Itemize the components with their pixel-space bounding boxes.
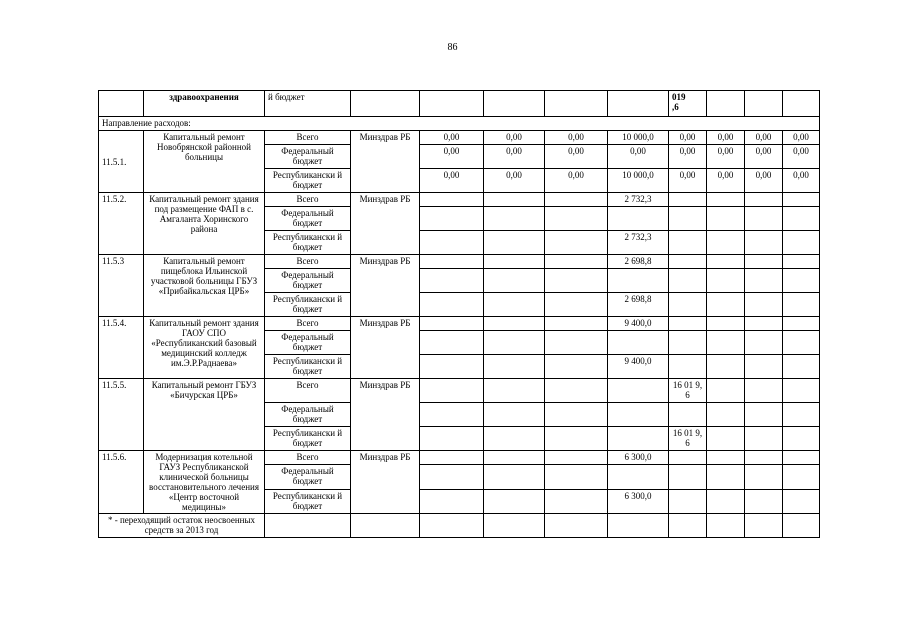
value-cell: 0,00 — [669, 145, 707, 169]
page-number: 86 — [447, 42, 458, 53]
value-cell — [484, 269, 545, 293]
value-cell — [707, 514, 745, 538]
value-cell — [707, 451, 745, 465]
executor-cell: Минздрав РБ — [351, 255, 420, 317]
value-cell — [783, 355, 820, 379]
value-cell — [484, 193, 545, 207]
value-cell: 10 000,0 — [608, 131, 669, 145]
value-cell — [669, 465, 707, 489]
value-cell: 2 732,3 — [608, 231, 669, 255]
value-cell — [783, 514, 820, 538]
value-cell — [420, 269, 484, 293]
value-cell: 0,00 — [745, 131, 783, 145]
value-cell — [745, 231, 783, 255]
value-cell: 0,00 — [420, 145, 484, 169]
table-row — [99, 514, 820, 538]
value-cell — [669, 355, 707, 379]
value-cell: 0,00 — [545, 145, 608, 169]
value-cell — [745, 91, 783, 117]
value-cell — [707, 331, 745, 355]
value-cell — [420, 193, 484, 207]
executor-cell: Минздрав РБ — [351, 193, 420, 255]
value-cell: 2 698,8 — [608, 255, 669, 269]
value-cell — [745, 193, 783, 207]
value-cell — [783, 451, 820, 465]
value-cell — [484, 255, 545, 269]
value-cell — [707, 427, 745, 451]
value-cell — [484, 293, 545, 317]
value-cell — [484, 207, 545, 231]
value-cell: 16 01 9,6 — [669, 427, 707, 451]
value-cell — [484, 427, 545, 451]
value-cell: 6 300,0 — [608, 489, 669, 513]
value-cell: 10 000,0 — [608, 169, 669, 193]
value-cell: 0,00 — [420, 169, 484, 193]
value-cell — [545, 451, 608, 465]
value-cell — [745, 293, 783, 317]
item-name: Капитальный ремонт здания под размещение ФАП в с. Амгаланта Хоринского района — [144, 193, 265, 255]
value-cell — [608, 514, 669, 538]
value-cell — [420, 379, 484, 403]
source-cell: Республикански й бюджет — [265, 231, 351, 255]
value-cell — [608, 379, 669, 403]
value-cell — [545, 379, 608, 403]
value-cell — [707, 193, 745, 207]
value-cell: 16 01 9,6 — [669, 379, 707, 403]
value-cell: 0,00 — [484, 169, 545, 193]
value-cell: 0,00 — [545, 169, 608, 193]
num-cell — [99, 91, 144, 117]
item-number: 11.5.4. — [99, 317, 144, 379]
value-cell — [707, 269, 745, 293]
value-cell — [783, 231, 820, 255]
value-cell — [484, 355, 545, 379]
value-cell — [783, 193, 820, 207]
value-cell — [783, 91, 820, 117]
value-cell — [669, 269, 707, 293]
value-cell — [484, 514, 545, 538]
table-row — [99, 379, 820, 403]
item-name: Капитальный ремонт ГБУЗ «Бичурская ЦРБ» — [144, 379, 265, 451]
value-cell — [545, 331, 608, 355]
value-cell — [745, 427, 783, 451]
value-cell — [783, 207, 820, 231]
value-cell — [783, 489, 820, 513]
source-cell: Федеральный бюджет — [265, 465, 351, 489]
value-cell — [420, 451, 484, 465]
value-cell — [783, 255, 820, 269]
value-cell — [545, 193, 608, 207]
source-cell: Федеральный бюджет — [265, 269, 351, 293]
table-row — [99, 117, 820, 131]
value-cell — [608, 269, 669, 293]
value-cell — [707, 465, 745, 489]
value-cell: 0,00 — [484, 145, 545, 169]
value-cell — [608, 91, 669, 117]
value-cell: 0,00 — [707, 145, 745, 169]
item-name: Капитальный ремонт Новобрянской районной больницы — [144, 131, 265, 193]
footnote: * - переходящий остаток неосвоенных средств за 2013 год — [99, 514, 265, 538]
value-cell — [745, 451, 783, 465]
value-cell — [545, 403, 608, 427]
table-row — [99, 131, 820, 145]
value-cell — [484, 317, 545, 331]
value-cell — [745, 379, 783, 403]
value-cell — [745, 355, 783, 379]
item-number: 11.5.6. — [99, 451, 144, 514]
value-cell — [783, 403, 820, 427]
value-cell — [707, 355, 745, 379]
value-cell: 0,00 — [745, 145, 783, 169]
source-cell: Всего — [265, 317, 351, 331]
value-cell — [420, 293, 484, 317]
item-number: 11.5.1. — [99, 131, 144, 193]
value-cell — [484, 91, 545, 117]
value-cell: 0,00 — [545, 131, 608, 145]
value-cell: 0,00 — [783, 145, 820, 169]
value-cell — [265, 514, 351, 538]
value-cell: 0,00 — [745, 169, 783, 193]
budget-table — [98, 90, 820, 538]
value-cell — [745, 255, 783, 269]
value-cell: 6 300,0 — [608, 451, 669, 465]
direction-label: Направление расходов: — [99, 117, 820, 131]
value-cell — [420, 465, 484, 489]
executor-cell: Минздрав РБ — [351, 451, 420, 514]
value-cell — [608, 427, 669, 451]
item-number: 11.5.5. — [99, 379, 144, 451]
source-cell: Федеральный бюджет — [265, 331, 351, 355]
item-name: Капитальный ремонт пищеблока Ильинской участковой больницы ГБУЗ «Прибайкальская ЦРБ» — [144, 255, 265, 317]
value-cell — [545, 465, 608, 489]
value-cell — [420, 231, 484, 255]
value-cell — [669, 489, 707, 513]
value-cell — [545, 231, 608, 255]
source-cell: Федеральный бюджет — [265, 145, 351, 169]
value-cell — [745, 403, 783, 427]
value-cell — [669, 514, 707, 538]
source-cell: Всего — [265, 255, 351, 269]
value-cell — [783, 427, 820, 451]
source-cell: Всего — [265, 379, 351, 403]
source-cell: Республикански й бюджет — [265, 169, 351, 193]
value-cell — [669, 193, 707, 207]
value-cell — [484, 331, 545, 355]
value-cell — [608, 403, 669, 427]
table-row — [99, 317, 820, 331]
value-cell: 2 698,8 — [608, 293, 669, 317]
value-cell: 0,00 — [707, 169, 745, 193]
value-cell — [545, 91, 608, 117]
value-cell — [608, 331, 669, 355]
value-cell — [420, 489, 484, 513]
value-cell — [669, 231, 707, 255]
value-cell — [707, 293, 745, 317]
value-cell — [707, 403, 745, 427]
value-cell — [707, 231, 745, 255]
value-cell: 0,00 — [669, 169, 707, 193]
value-cell — [545, 269, 608, 293]
value-cell — [707, 207, 745, 231]
source-cell: Республикански й бюджет — [265, 427, 351, 451]
value-cell — [545, 355, 608, 379]
value-cell — [745, 514, 783, 538]
value-cell — [669, 317, 707, 331]
value-cell — [669, 207, 707, 231]
executor-cell: Минздрав РБ — [351, 131, 420, 193]
value-cell: 0,00 — [669, 131, 707, 145]
value-cell — [783, 269, 820, 293]
value-cell — [745, 489, 783, 513]
value-cell — [484, 465, 545, 489]
value-cell — [707, 91, 745, 117]
value-cell — [783, 293, 820, 317]
value-cell — [484, 379, 545, 403]
value-cell: 0,00 — [420, 131, 484, 145]
executor-cell: Минздрав РБ — [351, 317, 420, 379]
value-cell — [608, 465, 669, 489]
source-cell: Всего — [265, 451, 351, 465]
value-cell — [484, 231, 545, 255]
value-cell — [420, 255, 484, 269]
item-name: Модернизация котельной ГАУЗ Республиканской клинической больницы восстановительного лечения «Центр восточной медицины» — [144, 451, 265, 514]
source-cell: Республикански й бюджет — [265, 489, 351, 513]
value-cell: 9 400,0 — [608, 317, 669, 331]
table-row — [99, 193, 820, 207]
row-name-cell: здравоохранения — [144, 91, 265, 117]
value-cell: 0,00 — [707, 131, 745, 145]
value-cell — [783, 465, 820, 489]
value-cell — [545, 255, 608, 269]
value-cell: 9 400,0 — [608, 355, 669, 379]
source-cell: Федеральный бюджет — [265, 207, 351, 231]
value-cell — [783, 331, 820, 355]
value-cell — [420, 514, 484, 538]
source-cell: Республикански й бюджет — [265, 355, 351, 379]
value-cell — [351, 514, 420, 538]
item-number: 11.5.2. — [99, 193, 144, 255]
source-cell: Всего — [265, 131, 351, 145]
value-cell: 2 732,3 — [608, 193, 669, 207]
executor-cell: Минздрав РБ — [351, 379, 420, 451]
source-cell: Республикански й бюджет — [265, 293, 351, 317]
value-cell — [484, 403, 545, 427]
value-cell — [545, 317, 608, 331]
value-cell — [783, 379, 820, 403]
value-cell — [745, 207, 783, 231]
value-cell — [669, 255, 707, 269]
value-cell — [745, 331, 783, 355]
value-cell — [484, 489, 545, 513]
table-row — [99, 91, 820, 117]
value-cell — [420, 91, 484, 117]
value-cell — [420, 331, 484, 355]
value-cell — [420, 207, 484, 231]
value-cell — [545, 489, 608, 513]
value-cell — [707, 317, 745, 331]
value-cell — [669, 331, 707, 355]
value-cell — [351, 91, 420, 117]
value-cell — [707, 255, 745, 269]
value-cell — [420, 317, 484, 331]
table-row — [99, 451, 820, 465]
value-cell — [420, 403, 484, 427]
value-cell: 0,00 — [608, 145, 669, 169]
item-name: Капитальный ремонт здания ГАОУ СПО «Республиканский базовый медицинский колледж им.Э.Р.Раднаева» — [144, 317, 265, 379]
value-cell — [669, 451, 707, 465]
value-cell — [745, 269, 783, 293]
value-cell — [420, 355, 484, 379]
value-cell — [420, 427, 484, 451]
value-cell: 0,00 — [484, 131, 545, 145]
value-cell: 0,00 — [783, 131, 820, 145]
value-cell — [783, 317, 820, 331]
value-cell — [545, 427, 608, 451]
table-row — [99, 255, 820, 269]
value-cell — [707, 379, 745, 403]
value-cell — [745, 317, 783, 331]
value-cell — [669, 293, 707, 317]
value-cell — [707, 489, 745, 513]
value-cell — [669, 403, 707, 427]
source-cell: Всего — [265, 193, 351, 207]
value-cell: 019 ,6 — [669, 91, 707, 117]
value-cell — [484, 451, 545, 465]
value-cell — [545, 293, 608, 317]
value-cell: 0,00 — [783, 169, 820, 193]
source-cell: Федеральный бюджет — [265, 403, 351, 427]
item-number: 11.5.3 — [99, 255, 144, 317]
value-cell — [608, 207, 669, 231]
value-cell — [745, 465, 783, 489]
source-cell: й бюджет — [265, 91, 351, 117]
value-cell — [545, 207, 608, 231]
value-cell — [545, 514, 608, 538]
